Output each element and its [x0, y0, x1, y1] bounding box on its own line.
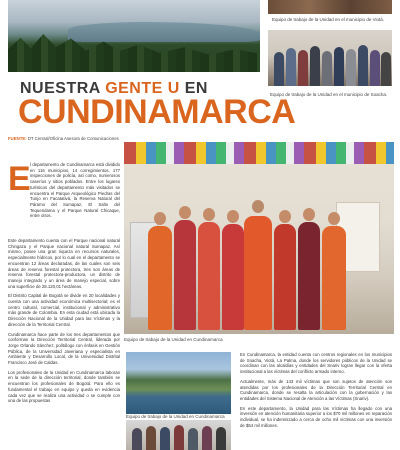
- source-line: [8, 136, 120, 141]
- soacha-photo-caption: Equipo de trabajo de la Unidad en el municipio de Soacha.: [270, 92, 388, 97]
- viota-team-photo: [268, 0, 392, 14]
- soacha-team-photo: [268, 30, 392, 86]
- lake-shape: [68, 22, 260, 42]
- article-paragraph-7: Actualmente, más de 143 mil víctimas que son sujetos de atención son atendidas por los profesionales de la Dirección Territorial Central en Cundinamarca, donde se resalta la articulación con la gobernación y las entidades del Sistema Nacional de Atención a las Víctimas (Snariv).: [240, 378, 392, 401]
- group-photo-bottom: [126, 420, 231, 450]
- landscape-photo: [8, 0, 260, 72]
- lake-landscape-photo: [126, 352, 231, 414]
- source-label: FUENTE:: [8, 136, 27, 141]
- article-paragraph-4: Cundinamarca hace parte de los tres departamentos que conforman la Dirección Territorial Central, liderada por Jorge Orlando Sánchez, politólogo con énfasis en Gestión Pública, de la Universidad Javeriana y especialista en Ambiente y Desarrollo Local, de la Universidad Distrital Francisco José de Caldas.: [8, 331, 120, 366]
- source-text: DT Central/Oficina Asesora de Comunicaciones: [26, 136, 119, 141]
- article-paragraph-1: l departamento de Cundinamarca está dividido en 116 municipios, 14 corregimientos, 177 inspecciones de policía, así como, numerosos caseríos y sitios poblados. Entre los lugares turísticos del departamento más visitados se encuentra el Parque Arqueológico Piedras del Tunjo en Facatativá, la Reserva Natural del Páramo del Sumapaz, El Salto del Tequendama y el Parque Natural Chicaque, entre otros.: [30, 162, 120, 219]
- article-paragraph-5: Los profesionales de la Unidad en Cundinamarca laboran en la sede de la dirección territorial, donde también se encuentran los profesionales de Bogotá. Para ello es fundamental el trabajo en equipo y queda en evidencia cada vez que se realiza una actividad o se cumple con una de las propuestas: [8, 369, 120, 404]
- title-suffix: EN: [179, 80, 208, 97]
- flags-garland: [124, 142, 394, 164]
- article-paragraph-2: Este departamento cuenta con el Parque nacional natural Chingaza y el Parque nacional natural Sumapaz. Así mismo, posee una gran riqueza en recursos naturales, especialmente hídricos, por lo cual en el departamento se encuentran 12 áreas declaradas, de las cuales son seis áreas de reserva forestal protectora, tres son áreas de reserva forestal protectora-productora, un distrito de manejo integrado y un área de manejo especial, sobre una superficie de 28.120,01 hectáreas.: [8, 238, 120, 289]
- main-team-photo: [124, 142, 394, 334]
- title-prefix: NUESTRA: [20, 80, 106, 97]
- article-paragraph-6: En Cundinamarca, la entidad cuenta con centros regionales en los municipios de Soacha, Viotá, La Palma, donde los servidores públicos de la Unidad se coordinan con las alcaldías y entidades del Snariv logran llegar con la oferta institucional a las víctimas del conflicto armado interno.: [240, 352, 392, 375]
- page-title: CUNDINAMARCA: [18, 93, 296, 131]
- article-left-column: [8, 238, 120, 408]
- article-paragraph-3: El Distrito Capital de Bogotá se divide en 20 localidades y cuenta con una actividad económica multisectorial; es el centro cultural, comercial, institucional y administrativo más grande de Colombia. En esta ciudad está ubicada la Dirección Nacional de la Unidad para las Víctimas y la dirección de la Territorial Central.: [8, 293, 120, 327]
- main-photo-caption: Equipo de trabajo de la Unidad en Cundinamarca: [124, 337, 223, 342]
- viota-photo-caption: Equipo de trabajo de la Unidad en el municipio de Viotá.: [272, 17, 384, 22]
- title-accent: GENTE U: [105, 80, 180, 97]
- article-paragraph-8: En este departamento, la Unidad para las Víctimas ha llegado con una inversión en atención humanitaria superior a los $70 mil millones en reparación individual, se ha indemnizado a cerca de ocho mil víctimas con una inversión de $54 mil millones.: [240, 405, 392, 428]
- article-right-column: [240, 352, 392, 432]
- lake-photo-caption: Equipo de trabajo de la Unidad en Cundinamarca: [126, 414, 225, 419]
- drop-cap: E: [8, 160, 31, 198]
